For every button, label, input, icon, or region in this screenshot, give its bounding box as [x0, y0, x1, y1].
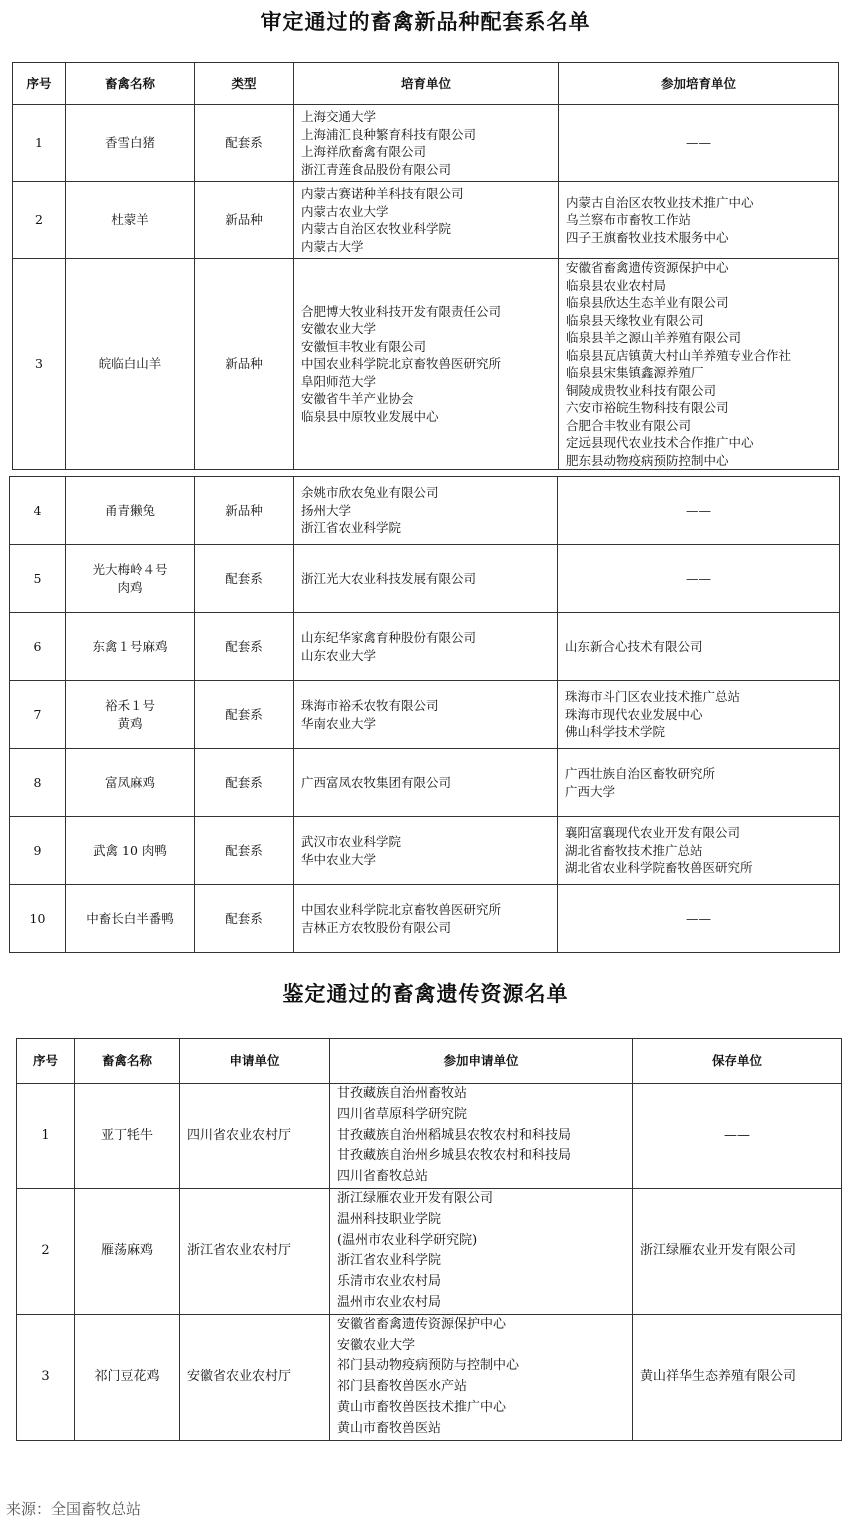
breeder-line: 华中农业大学: [301, 851, 377, 867]
row-name: [66, 477, 195, 545]
partner-line: 珠海市现代农业发展中心: [565, 706, 703, 722]
breeder-line: 武汉市农业科学院: [301, 834, 402, 849]
row-type: 配套系: [195, 885, 294, 953]
breeder-line: 吉林正方农牧股份有限公司: [301, 919, 452, 935]
name-line: 光大梅岭４号: [92, 562, 168, 577]
breeder-line: 合肥博大牧业科技开发有限责任公司: [301, 303, 502, 319]
table-breeds-part1: [12, 62, 839, 470]
table-genetic-resources: [16, 1038, 842, 1441]
row-breeders: [294, 259, 559, 470]
row-partners: [558, 477, 840, 545]
row-type: 配套系: [195, 817, 294, 885]
row-name: [66, 885, 195, 953]
row-no: 4: [10, 477, 66, 545]
breeder-line: 广西富凤农牧集团有限公司: [301, 774, 452, 790]
name-line: 东禽１号麻鸡: [92, 638, 168, 654]
row-type: 配套系: [195, 105, 294, 182]
partner-line: 铜陵成贵牧业科技有限公司: [566, 382, 717, 398]
table-row: [10, 817, 840, 885]
header-no: 序号: [17, 1039, 75, 1084]
header-partner: 参加培育单位: [559, 63, 839, 105]
breeder-line: 上海浦汇良种繁育科技有限公司: [301, 126, 477, 142]
row-no: 2: [13, 182, 66, 259]
partner-line: 珠海市斗门区农业技术推广总站: [565, 689, 741, 705]
row-partners: [559, 259, 839, 470]
row-partners: [558, 817, 840, 885]
row-no: 5: [10, 545, 66, 613]
name-line: 武禽 10 肉鸭: [93, 842, 167, 858]
partner-line: 临泉县羊之源山羊养殖有限公司: [566, 330, 742, 345]
breeder-line: 安徽省牛羊产业协会: [301, 391, 414, 407]
partner-line: 合肥合丰牧业有限公司: [566, 417, 692, 433]
name-line: 裕禾１号: [104, 698, 155, 713]
co-applicant-line: 甘孜藏族自治州乡城县农牧农村和科技局: [337, 1148, 572, 1164]
partner-line: 临泉县农业农村局: [566, 277, 667, 293]
name-line: 杜蒙羊: [111, 212, 149, 228]
breeder-line: 山东农业大学: [301, 647, 377, 663]
row-no: 1: [17, 1084, 75, 1189]
row-name: 祁门豆花鸡: [75, 1314, 180, 1440]
header-type: 类型: [195, 63, 294, 105]
partner-line: 临泉县宋集镇鑫源养殖厂: [566, 365, 704, 380]
row-breeders: [294, 613, 558, 681]
breeder-line: 内蒙古大学: [301, 238, 364, 254]
table-row: [10, 749, 840, 817]
row-no: 2: [17, 1189, 75, 1315]
breeder-line: 浙江青莲食品股份有限公司: [301, 161, 452, 177]
breeder-line: 上海交通大学: [301, 109, 377, 124]
breeder-line: 山东纪华家禽育种股份有限公司: [301, 630, 477, 645]
co-applicant-line: 温州科技职业学院: [337, 1211, 442, 1227]
row-co-applicants: [330, 1314, 633, 1440]
co-applicant-line: 黄山市畜牧兽医站: [337, 1420, 442, 1436]
co-applicant-line: 黄山市畜牧兽医技术推广中心: [337, 1399, 507, 1415]
row-breeders: [294, 477, 558, 545]
co-applicant-line: 安徽农业大学: [337, 1337, 416, 1353]
table-row: [17, 1189, 842, 1315]
row-custodian: 黄山祥华生态养殖有限公司: [633, 1314, 842, 1440]
partner-line: 广西壮族自治区畜牧研究所: [565, 766, 716, 781]
partner-line: 湖北省农业科学院畜牧兽医研究所: [565, 860, 753, 876]
breeder-line: 内蒙古赛诺种羊科技有限公司: [301, 186, 464, 201]
row-name: [66, 613, 195, 681]
table-row: [10, 885, 840, 953]
row-name: [66, 545, 195, 613]
row-breeders: [294, 885, 558, 953]
co-applicant-line: 安徽省畜禽遗传资源保护中心: [337, 1316, 507, 1332]
row-type: 配套系: [195, 613, 294, 681]
co-applicant-line: 甘孜藏族自治州畜牧站: [337, 1086, 468, 1101]
breeder-line: 临泉县中原牧业发展中心: [301, 408, 439, 424]
row-partners: [558, 681, 840, 749]
empty-dash: ——: [686, 135, 711, 151]
table-row: [17, 1084, 842, 1189]
co-applicant-line: 浙江省农业科学院: [337, 1253, 442, 1269]
partner-line: 湖北省畜牧技术推广总站: [565, 842, 703, 858]
name-line: 富凤麻鸡: [104, 774, 155, 790]
breeder-line: 安徽农业大学: [301, 321, 377, 337]
name-line: 黄鸡: [117, 715, 143, 731]
header-name: 畜禽名称: [66, 63, 195, 105]
co-applicant-line: 四川省畜牧总站: [337, 1169, 429, 1185]
row-name: [66, 105, 195, 182]
row-partners: [559, 105, 839, 182]
row-type: 新品种: [195, 182, 294, 259]
row-breeders: [294, 817, 558, 885]
partner-line: 临泉县欣达生态羊业有限公司: [566, 295, 729, 310]
partner-line: 安徽省畜禽遗传资源保护中心: [566, 260, 729, 275]
row-breeders: [294, 182, 559, 259]
partner-line: 佛山科学技术学院: [565, 724, 666, 740]
breeder-line: 中国农业科学院北京畜牧兽医研究所: [301, 902, 502, 917]
co-applicant-line: 祁门县畜牧兽医水产站: [337, 1379, 468, 1395]
row-no: 9: [10, 817, 66, 885]
name-line: 香雪白猪: [104, 135, 155, 151]
co-applicant-line: 甘孜藏族自治州稻城县农牧农村和科技局: [337, 1127, 572, 1143]
breeder-line: 浙江光大农业科技发展有限公司: [301, 570, 477, 586]
table-header-row: [13, 63, 839, 105]
row-name: [66, 749, 195, 817]
name-line: 皖临白山羊: [98, 356, 162, 372]
table-row: [10, 477, 840, 545]
partner-line: 山东新合心技术有限公司: [565, 638, 703, 654]
co-applicant-line: 浙江绿雁农业开发有限公司: [337, 1191, 494, 1206]
co-applicant-line: 温州市农业农村局: [337, 1294, 442, 1310]
partner-line: 襄阳富襄现代农业开发有限公司: [565, 825, 741, 841]
partner-line: 内蒙古自治区农牧业技术推广中心: [566, 194, 754, 210]
table-header-row: [17, 1039, 842, 1084]
empty-dash: ——: [686, 910, 711, 926]
header-no: 序号: [13, 63, 66, 105]
row-partners: [558, 545, 840, 613]
name-line: 肉鸡: [117, 579, 143, 595]
empty-dash: ——: [686, 570, 711, 586]
row-breeders: [294, 105, 559, 182]
row-breeders: [294, 545, 558, 613]
row-type: 配套系: [195, 681, 294, 749]
row-type: 新品种: [195, 259, 294, 470]
row-breeders: [294, 681, 558, 749]
table-row: [13, 259, 839, 470]
row-name: [66, 681, 195, 749]
table-row: [10, 681, 840, 749]
breeder-line: 华南农业大学: [301, 715, 377, 731]
row-partners: [559, 182, 839, 259]
row-no: 6: [10, 613, 66, 681]
breeder-line: 余姚市欣农兔业有限公司: [301, 485, 439, 501]
row-custodian: ——: [633, 1084, 842, 1189]
row-partners: [558, 885, 840, 953]
row-name: [66, 182, 195, 259]
table-row: [10, 613, 840, 681]
partner-line: 定远县现代农业技术合作推广中心: [566, 435, 754, 450]
header-name: 畜禽名称: [75, 1039, 180, 1084]
title-breeds-approved: 审定通过的畜禽新品种配套系名单: [260, 9, 591, 34]
breeder-line: 内蒙古农业大学: [301, 203, 389, 219]
row-no: 7: [10, 681, 66, 749]
partner-line: 肥东县动物疫病预防控制中心: [566, 452, 729, 468]
partner-line: 六安市裕皖生物科技有限公司: [566, 400, 729, 415]
empty-dash: ——: [686, 502, 711, 518]
partner-line: 广西大学: [565, 783, 616, 799]
row-type: 配套系: [195, 749, 294, 817]
row-breeders: [294, 749, 558, 817]
row-co-applicants: [330, 1084, 633, 1189]
table-row: [10, 545, 840, 613]
table-breeds-part2: [9, 476, 840, 953]
header-breeder: 培育单位: [294, 63, 559, 105]
row-co-applicants: [330, 1189, 633, 1315]
row-applicant: 安徽省农业农村厅: [180, 1314, 330, 1440]
row-custodian: 浙江绿雁农业开发有限公司: [633, 1189, 842, 1315]
name-line: 甬青獭兔: [104, 502, 155, 518]
header-custodian: 保存单位: [633, 1039, 842, 1084]
breeder-line: 内蒙古自治区农牧业科学院: [301, 221, 452, 236]
row-no: 10: [10, 885, 66, 953]
table-row: [13, 182, 839, 259]
partner-line: 临泉县天缘牧业有限公司: [566, 312, 704, 328]
source-caption: 来源：全国畜牧总站: [6, 1500, 142, 1518]
row-applicant: 浙江省农业农村厅: [180, 1189, 330, 1315]
row-name: [66, 259, 195, 470]
row-name: [66, 817, 195, 885]
row-no: 8: [10, 749, 66, 817]
breeder-line: 浙江省农业科学院: [301, 520, 402, 536]
co-applicant-line: 乐清市农业农村局: [337, 1274, 442, 1290]
table-row: [17, 1314, 842, 1440]
breeder-line: 上海祥欣畜禽有限公司: [301, 144, 427, 159]
row-partners: [558, 749, 840, 817]
table-row: [13, 105, 839, 182]
breeder-line: 中国农业科学院北京畜牧兽医研究所: [301, 356, 502, 372]
row-name: 雁荡麻鸡: [75, 1189, 180, 1315]
partner-line: 临泉县瓦店镇黄大村山羊养殖专业合作社: [566, 347, 792, 363]
header-applicant: 申请单位: [180, 1039, 330, 1084]
row-applicant: 四川省农业农村厅: [180, 1084, 330, 1189]
breeder-line: 扬州大学: [301, 502, 352, 518]
row-partners: [558, 613, 840, 681]
breeder-line: 安徽恒丰牧业有限公司: [301, 338, 427, 354]
title-genetic-resources: 鉴定通过的畜禽遗传资源名单: [282, 981, 569, 1006]
breeder-line: 珠海市裕禾农牧有限公司: [301, 698, 439, 713]
row-no: 3: [13, 259, 66, 470]
partner-line: 乌兰察布市畜牧工作站: [566, 212, 692, 228]
co-applicant-line: (温州市农业科学研究院): [337, 1232, 478, 1248]
row-no: 3: [17, 1314, 75, 1440]
breeder-line: 阜阳师范大学: [301, 373, 377, 389]
name-line: 中畜长白半番鸭: [86, 910, 174, 926]
header-co-applicant: 参加申请单位: [330, 1039, 633, 1084]
row-no: 1: [13, 105, 66, 182]
row-name: 亚丁牦牛: [75, 1084, 180, 1189]
partner-line: 四子王旗畜牧业技术服务中心: [566, 229, 729, 245]
co-applicant-line: 四川省草原科学研究院: [337, 1106, 468, 1122]
co-applicant-line: 祁门县动物疫病预防与控制中心: [337, 1358, 520, 1374]
row-type: 配套系: [195, 545, 294, 613]
row-type: 新品种: [195, 477, 294, 545]
